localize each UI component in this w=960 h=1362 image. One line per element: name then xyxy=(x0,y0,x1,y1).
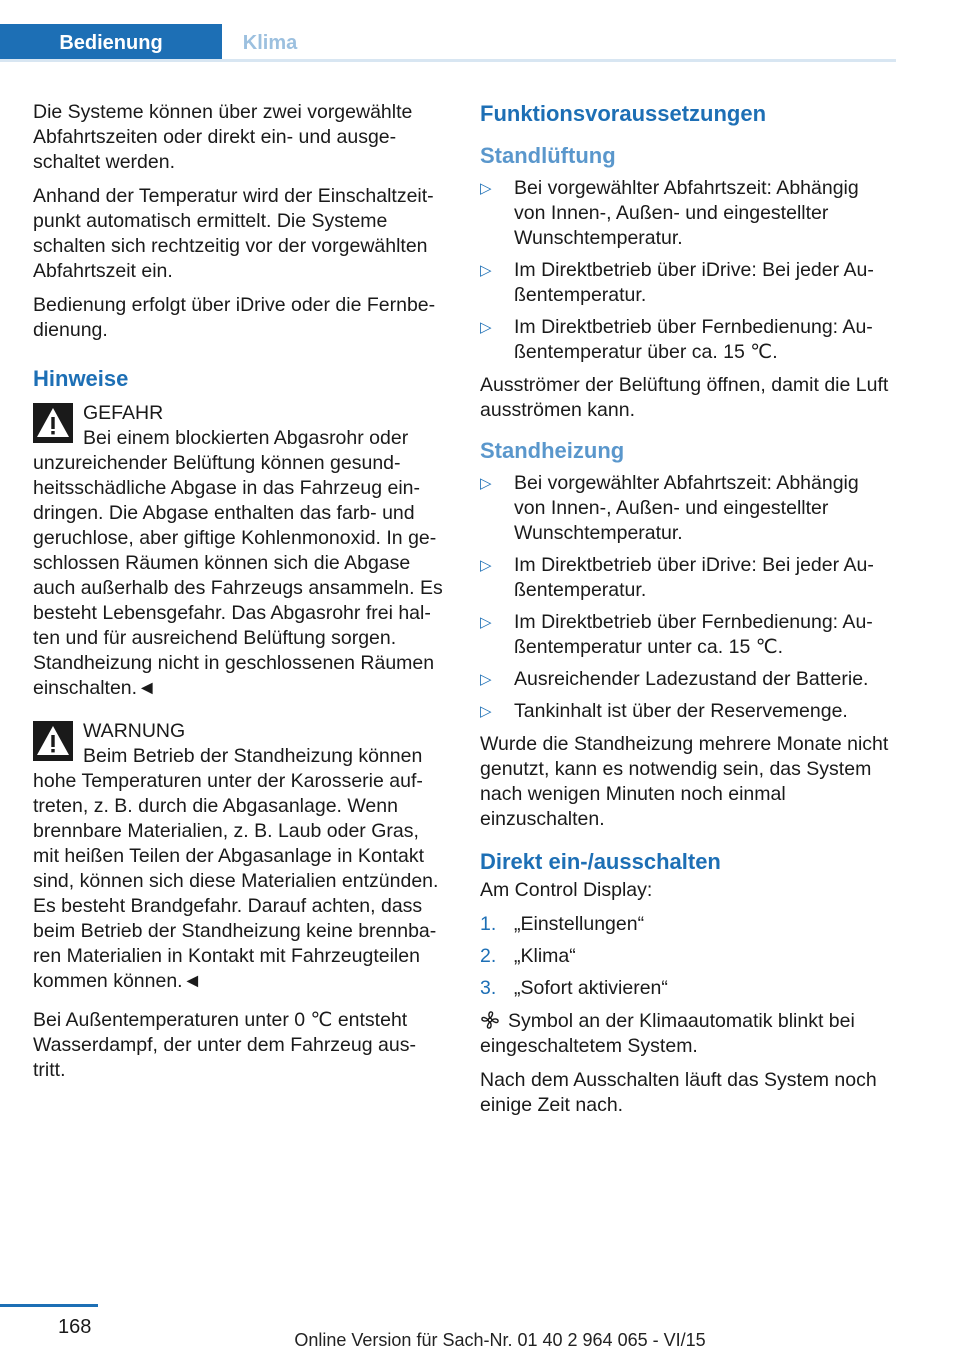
warning-first-line: Beim Betrieb der Standheizung können xyxy=(83,745,423,767)
triangle-bullet-icon: ▷ xyxy=(480,671,492,688)
footer-rule xyxy=(0,1304,98,1307)
direkt-intro: Am Control Display: xyxy=(480,879,653,901)
left-column xyxy=(33,100,448,1092)
triangle-bullet-icon: ▷ xyxy=(480,614,492,631)
list-item: ▷ Bei vorgewählter Abfahrtszeit: Abhängig von Innen-, Außen- und eingestellter Wunschtemperatur. xyxy=(480,177,859,249)
warning-triangle-icon xyxy=(33,403,73,443)
standheizung-list xyxy=(480,471,890,724)
triangle-bullet-icon: ▷ xyxy=(480,319,492,336)
tab-klima[interactable]: Klima xyxy=(222,24,318,62)
danger-text: unzureichender Belüftung können gesund-heitsschädliche Abgase in das Fahrzeug ein-dringen. Die Abgase enthalten das farb- und geruchlose, aber giftige Kohlenmonoxid. In ge-schlossen Räumen können sich die Abgase auch außerhalb des Fahrzeugs ansammeln. Es besteht Lebensgefahr. Das Abgasrohr frei hal-ten und für ausreichend Belüftung sorgen. Standheizung nicht in geschlossenen Räumen einschalten.◄ xyxy=(33,452,443,699)
list-item: 2. „Klima“ xyxy=(480,945,576,967)
subheading-standheizung: Standheizung xyxy=(480,438,625,463)
list-item: ▷ Ausreichender Ladezustand der Batterie. xyxy=(480,668,869,690)
list-item: ▷ Im Direktbetrieb über iDrive: Bei jeder Au-ßentemperatur. xyxy=(480,259,874,306)
triangle-bullet-icon: ▷ xyxy=(480,180,492,197)
danger-first-line: Bei einem blockierten Abgasrohr oder xyxy=(83,427,409,449)
list-item: ▷ Im Direktbetrieb über iDrive: Bei jeder Au-ßentemperatur. xyxy=(480,554,874,601)
fan-icon xyxy=(480,1010,500,1030)
standlueftung-list xyxy=(480,176,890,365)
triangle-bullet-icon: ▷ xyxy=(480,262,492,279)
warning-notice xyxy=(33,719,448,994)
list-item: 3. „Sofort aktivieren“ xyxy=(480,977,668,999)
list-item: ▷ Im Direktbetrieb über Fernbedienung: Au-ßentemperatur unter ca. 15 ℃. xyxy=(480,611,873,658)
section-heading-funktionsvoraussetzungen: Funktionsvoraussetzungen xyxy=(480,101,767,126)
tab-bedienung[interactable]: Bedienung xyxy=(0,24,222,62)
header-rule xyxy=(0,59,896,62)
warning-title: WARNUNG xyxy=(83,720,186,742)
list-item: ▷ Tankinhalt ist über der Reservemenge. xyxy=(480,700,848,722)
steps-list xyxy=(480,912,890,1001)
section-heading-hinweise: Hinweise xyxy=(33,366,129,391)
triangle-bullet-icon: ▷ xyxy=(480,557,492,574)
final-paragraph: Nach dem Ausschalten läuft das System noch einige Zeit nach. xyxy=(480,1069,877,1116)
section-heading-direkt: Direkt ein-/ausschalten xyxy=(480,849,721,874)
list-item: 1. „Einstellungen“ xyxy=(480,913,645,935)
danger-title: GEFAHR xyxy=(83,402,164,424)
warning-triangle-icon xyxy=(33,721,73,761)
right-column xyxy=(480,100,890,1127)
intro-paragraph: Die Systeme können über zwei vorgewählte Abfahrtszeiten oder direkt ein- und ausge-schaltet werden. xyxy=(33,101,413,173)
online-version-text: Online Version für Sach-Nr. 01 40 2 964 065 - VI/15 xyxy=(294,1330,706,1350)
triangle-bullet-icon: ▷ xyxy=(480,475,492,492)
triangle-bullet-icon: ▷ xyxy=(480,703,492,720)
list-item: ▷ Im Direktbetrieb über Fernbedienung: Au-ßentemperatur über ca. 15 ℃. xyxy=(480,316,873,363)
list-item: ▷ Bei vorgewählter Abfahrtszeit: Abhängig von Innen-, Außen- und eingestellter Wunschtemperatur. xyxy=(480,472,859,544)
symbol-paragraph: Symbol an der Klimaautomatik blinkt bei eingeschaltetem System. xyxy=(480,1010,855,1057)
standlueftung-note: Ausströmer der Belüftung öffnen, damit die Luft ausströmen kann. xyxy=(480,374,889,421)
intro-paragraph: Bedienung erfolgt über iDrive oder die Fernbe-dienung. xyxy=(33,294,436,341)
warning-text: hohe Temperaturen unter der Karosserie auf-treten, z. B. durch die Abgasanlage. Wenn brennbare Materialien, z. B. Laub oder Gras, mit heißen Teilen der Abgasanlage in Kontakt sind, können sich diese Materialien entzünden. Es besteht Brandgefahr. Darauf achten, dass beim Betrieb der Standheizung keine brennba-ren Materialien in Kontakt mit Fahrzeugteilen kommen können.◄ xyxy=(33,770,439,992)
subheading-standlueftung: Standlüftung xyxy=(480,143,616,168)
standheizung-note: Wurde die Standheizung mehrere Monate nicht genutzt, kann es notwendig sein, das System nach wenigen Minuten noch einmal einzuschalten. xyxy=(480,733,889,830)
page-number: 168 xyxy=(58,1316,92,1338)
outro-paragraph: Bei Außentemperaturen unter 0 ℃ entsteht Wasserdampf, der unter dem Fahrzeug aus-tritt. xyxy=(33,1009,416,1081)
danger-notice xyxy=(33,401,448,701)
header-tabs xyxy=(0,24,896,62)
intro-paragraph: Anhand der Temperatur wird der Einschaltzeit-punkt automatisch ermittelt. Die Systeme schalten sich rechtzeitig vor der vorgewählten Abfahrtszeit ein. xyxy=(33,185,434,282)
